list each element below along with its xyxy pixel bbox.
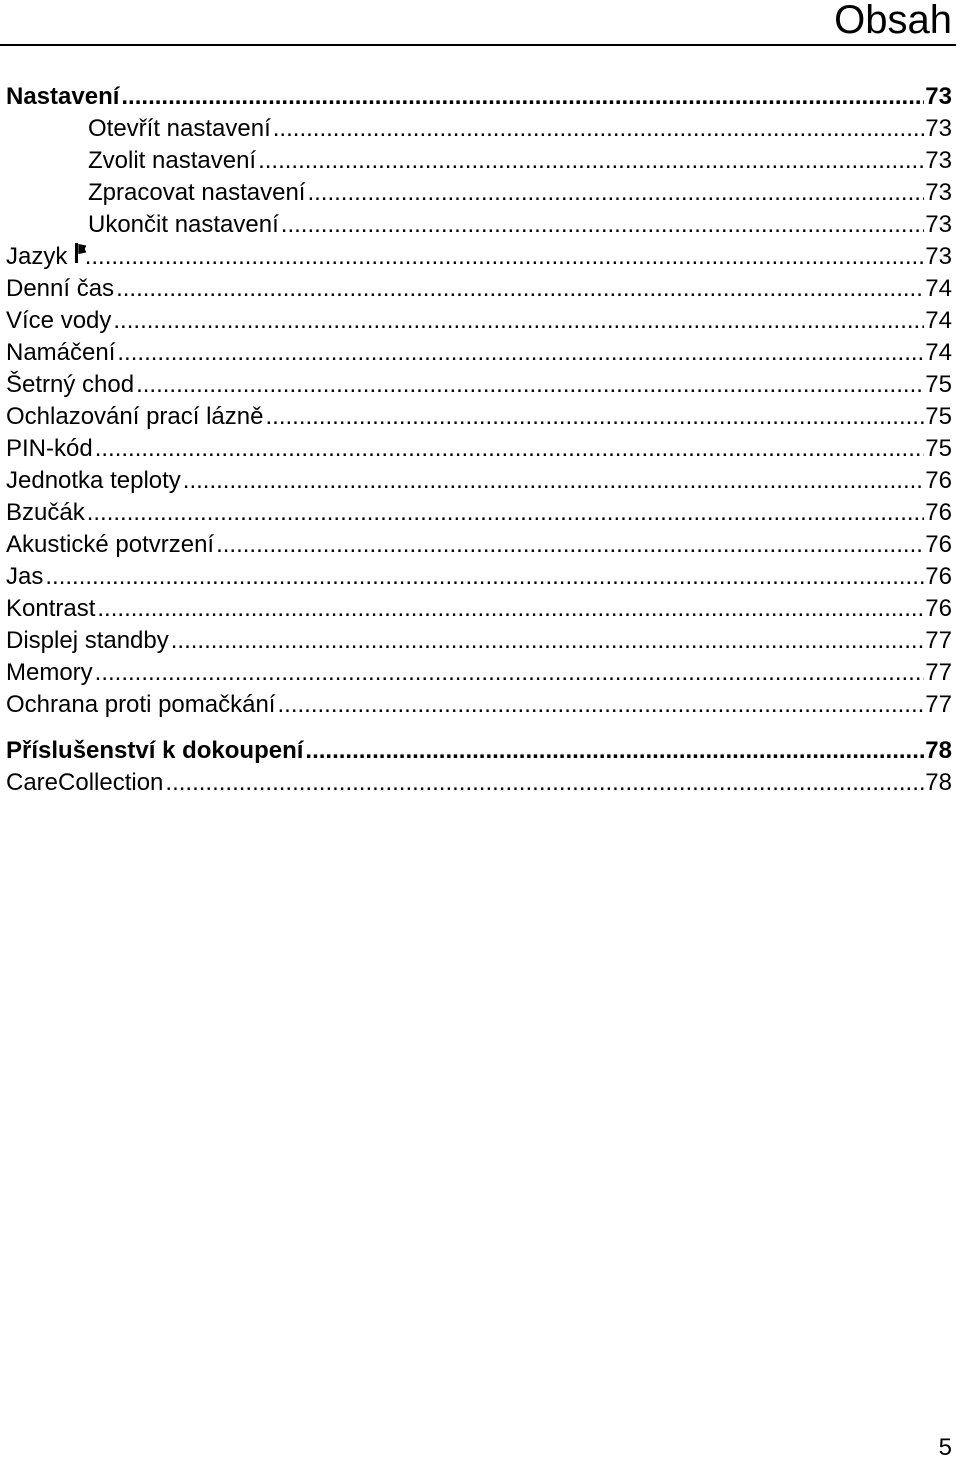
toc-leader-dots: [121, 81, 924, 113]
toc-entry-jednotka-teploty[interactable]: [6, 465, 952, 497]
toc-page-number: 76: [925, 595, 952, 622]
toc-label: Šetrný chod: [6, 371, 135, 398]
toc-entry-pin-kod[interactable]: [6, 433, 952, 465]
toc-leader-dots: [95, 657, 925, 689]
toc-entry-ochlazovani-praci-lazne[interactable]: [6, 401, 952, 433]
toc-page-number: 77: [925, 691, 952, 718]
toc-entry-displej-standby[interactable]: [6, 625, 952, 657]
toc-section-nastaveni[interactable]: [6, 81, 952, 113]
toc-label: Příslušenství k dokoupení: [6, 737, 304, 764]
toc-leader-dots: [265, 401, 924, 433]
page-title: Obsah: [834, 0, 952, 42]
table-of-contents: [6, 81, 952, 798]
toc-leader-dots: [183, 465, 925, 497]
toc-leader-dots: [116, 273, 924, 305]
toc-leader-dots: [136, 369, 924, 401]
toc-entry-kontrast[interactable]: [6, 593, 952, 625]
toc-leader-dots: [258, 145, 924, 177]
toc-page-number: 73: [925, 243, 952, 270]
toc-entry-carecollection[interactable]: [6, 767, 952, 798]
toc-entry-ukoncit-nastaveni[interactable]: [6, 209, 952, 241]
toc-page-number: 73: [925, 115, 952, 142]
toc-label: Displej standby: [6, 627, 169, 654]
toc-label: Memory: [6, 659, 93, 686]
toc-label: Jas: [6, 563, 44, 590]
toc-label: Zvolit nastavení: [88, 147, 257, 174]
toc-page-number: 73: [925, 147, 952, 174]
toc-entry-memory[interactable]: [6, 657, 952, 689]
toc-entry-setrny-chod[interactable]: [6, 369, 952, 401]
toc-entry-zpracovat-nastaveni[interactable]: [6, 177, 952, 209]
toc-label: Namáčení: [6, 339, 116, 366]
toc-page-number: 76: [925, 531, 952, 558]
toc-leader-dots: [305, 735, 924, 767]
toc-page-number: 73: [925, 179, 952, 206]
toc-page-number: 73: [925, 83, 952, 110]
toc-page-number: 73: [925, 211, 952, 238]
page-number: 5: [938, 1434, 952, 1461]
toc-leader-dots: [97, 593, 924, 625]
toc-entry-denni-cas[interactable]: [6, 273, 952, 305]
toc-entry-namaceni[interactable]: [6, 337, 952, 369]
toc-page-number: 75: [925, 435, 952, 462]
toc-leader-dots: [87, 497, 925, 529]
toc-section-prislusenstvi[interactable]: [6, 735, 952, 767]
toc-entry-jas[interactable]: [6, 561, 952, 593]
toc-label: Ochrana proti pomačkání: [6, 691, 276, 718]
toc-leader-dots: [45, 561, 924, 593]
toc-label: Bzučák: [6, 499, 85, 526]
toc-leader-dots: [117, 337, 924, 369]
toc-label: Zpracovat nastavení: [88, 179, 306, 206]
toc-entry-vice-vody[interactable]: [6, 305, 952, 337]
toc-leader-dots: [307, 177, 924, 209]
toc-leader-dots: [165, 767, 924, 798]
toc-label: Jednotka teploty: [6, 467, 181, 494]
toc-entry-ochrana-proti-pomackani[interactable]: [6, 689, 952, 721]
toc-page-number: 77: [925, 627, 952, 654]
toc-label: Ochlazování prací lázně: [6, 403, 264, 430]
toc-entry-zvolit-nastaveni[interactable]: [6, 145, 952, 177]
toc-page-number: 78: [925, 769, 952, 796]
toc-leader-dots: [171, 625, 925, 657]
toc-leader-dots: [216, 529, 924, 561]
toc-entry-akusticke-potvrzeni[interactable]: [6, 529, 952, 561]
toc-leader-dots: [273, 113, 925, 145]
toc-page-number: 74: [925, 275, 952, 302]
flag-icon: [75, 242, 82, 264]
toc-leader-dots: [281, 209, 925, 241]
toc-label: PIN-kód: [6, 435, 93, 462]
toc-leader-dots: [277, 689, 924, 721]
toc-leader-dots: [85, 241, 925, 273]
toc-entry-jazyk[interactable]: [6, 241, 952, 273]
toc-label: Jazyk: [6, 243, 68, 270]
toc-leader-dots: [95, 433, 925, 465]
toc-label: Denní čas: [6, 275, 115, 302]
header-divider: [0, 44, 956, 46]
toc-label: Akustické potvrzení: [6, 531, 215, 558]
toc-leader-dots: [113, 305, 924, 337]
toc-page-number: 78: [925, 737, 952, 764]
toc-entry-otevrit-nastaveni[interactable]: [6, 113, 952, 145]
toc-page-number: 75: [925, 371, 952, 398]
toc-page-number: 76: [925, 499, 952, 526]
toc-entry-bzucak[interactable]: [6, 497, 952, 529]
toc-label: Otevřít nastavení: [88, 115, 271, 142]
toc-label: Kontrast: [6, 595, 96, 622]
toc-label: Ukončit nastavení: [88, 211, 279, 238]
toc-label: CareCollection: [6, 769, 164, 796]
toc-label: Více vody: [6, 307, 112, 334]
toc-page-number: 76: [925, 467, 952, 494]
toc-page-number: 75: [925, 403, 952, 430]
toc-label: Nastavení: [6, 83, 120, 110]
toc-page-number: 74: [925, 307, 952, 334]
toc-page-number: 77: [925, 659, 952, 686]
toc-page-number: 74: [925, 339, 952, 366]
toc-page-number: 76: [925, 563, 952, 590]
